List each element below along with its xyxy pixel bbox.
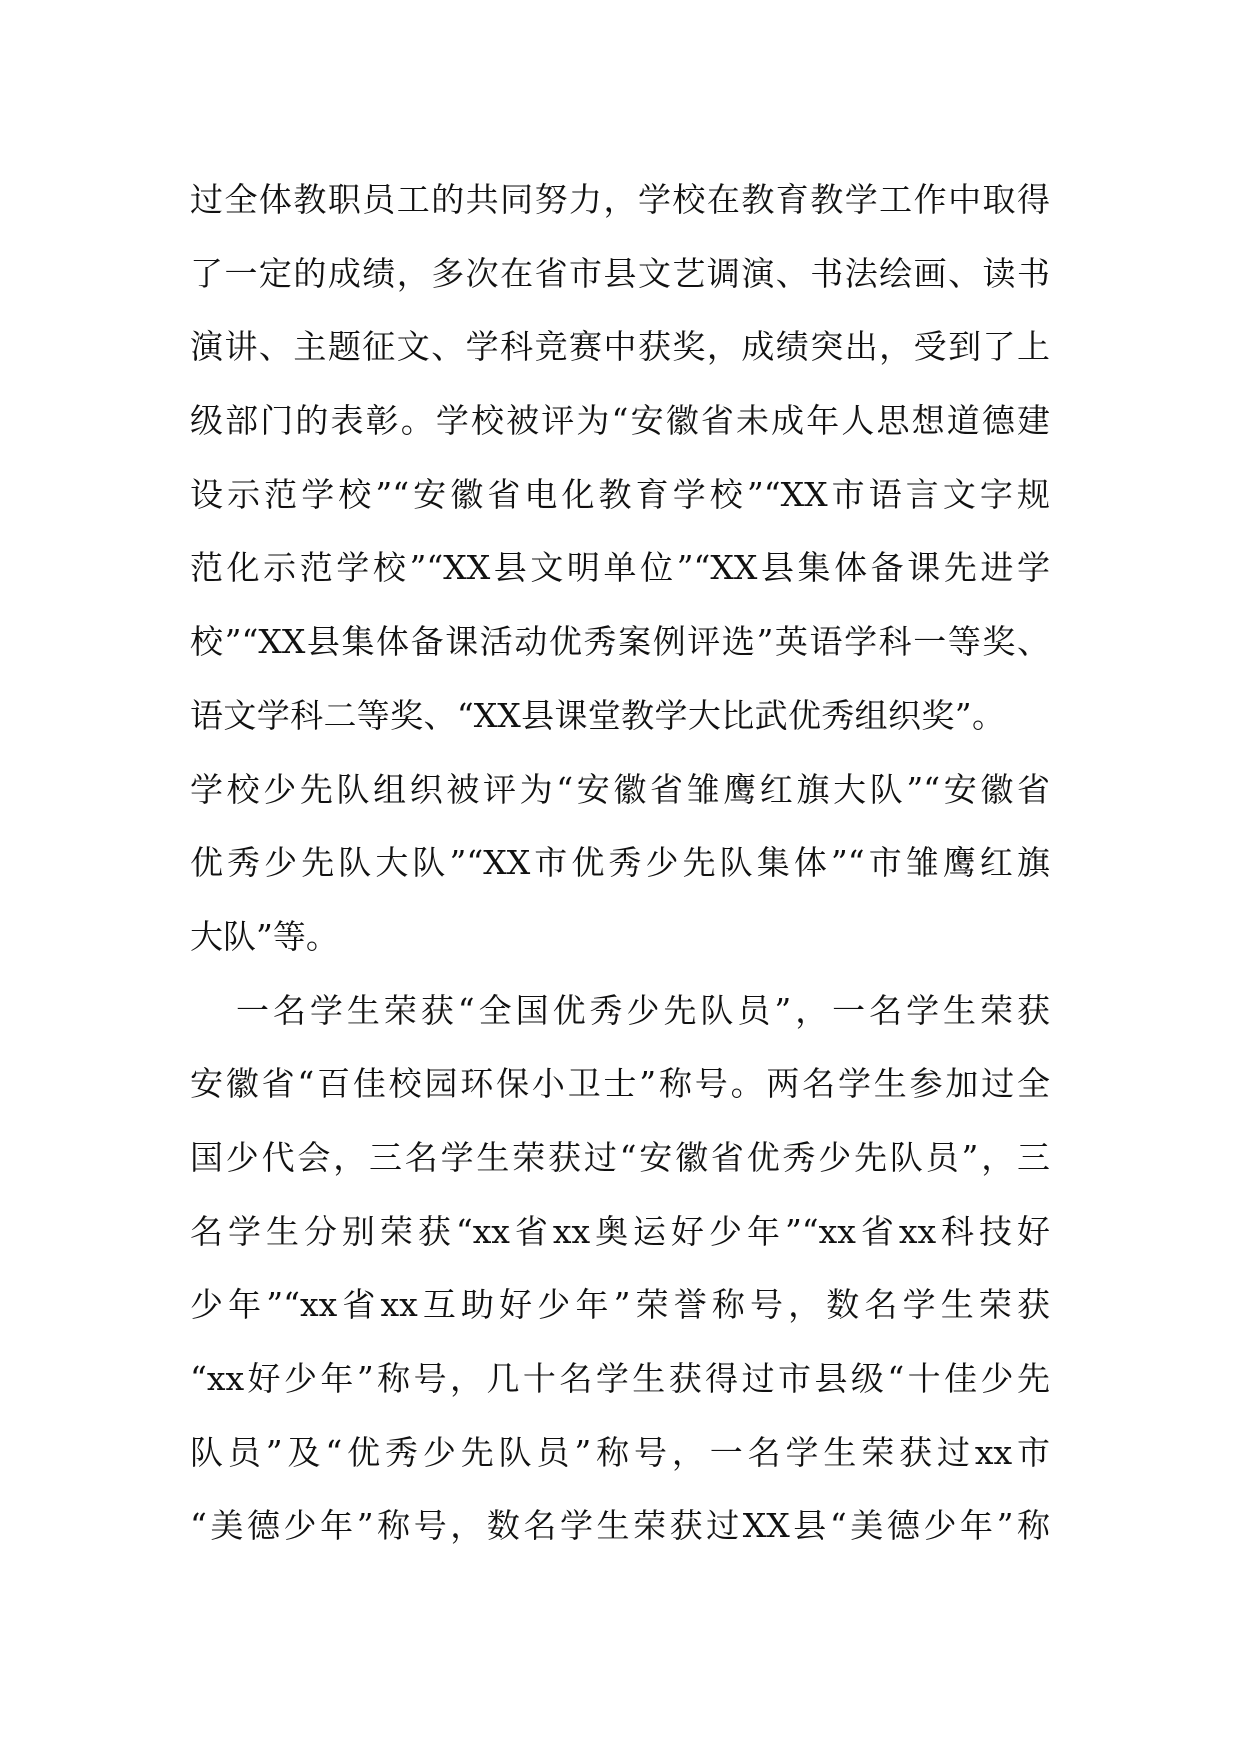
paragraph-line: 名学生分别荣获“xx省xx奥运好少年”“xx省xx科技好: [190, 1211, 1050, 1251]
paragraph-line: 了一定的成绩，多次在省市县文艺调演、书法绘画、读书: [190, 253, 1050, 293]
paragraph-line: 学校少先队组织被评为“安徽省雏鹰红旗大队”“安徽省: [190, 769, 1050, 809]
paragraph-line: 国少代会，三名学生荣获过“安徽省优秀少先队员”，三: [190, 1137, 1050, 1177]
paragraph-line: “美德少年”称号，数名学生荣获过XX县“美德少年”称: [190, 1506, 1050, 1546]
paragraph-line: 大队”等。: [190, 916, 339, 956]
paragraph-line: 过全体教职员工的共同努力，学校在教育教学工作中取得: [190, 180, 1050, 219]
paragraph-line: “xx好少年”称号，几十名学生获得过市县级“十佳少先: [190, 1359, 1050, 1398]
paragraph-line: 演讲、主题征文、学科竞赛中获奖，成绩突出，受到了上: [190, 327, 1050, 367]
paragraph-2: [190, 974, 1050, 1564]
paragraph-line: 设示范学校”“安徽省电化教育学校”“XX市语言文字规: [190, 474, 1050, 514]
paragraph-line: 优秀少先队大队”“XX市优秀少先队集体”“市雏鹰红旗: [190, 843, 1050, 883]
paragraph-line: 一名学生荣获“全国优秀少先队员”，一名学生荣获: [236, 990, 1050, 1030]
paragraph-line: 语文学科二等奖、“XX县课堂教学大比武优秀组织奖”。: [190, 695, 1005, 735]
paragraph-line: 安徽省“百佳校园环保小卫士”称号。两名学生参加过全: [190, 1064, 1050, 1104]
paragraph-line: 级部门的表彰。学校被评为“安徽省未成年人思想道德建: [190, 401, 1050, 441]
document-body: [190, 163, 1050, 1563]
paragraph-line: 校”“XX县集体备课活动优秀案例评选”英语学科一等奖、: [190, 622, 1050, 662]
paragraph-1: [190, 163, 1050, 974]
paragraph-line: 队员”及“优秀少先队员”称号，一名学生荣获过xx市: [190, 1432, 1050, 1472]
paragraph-line: 范化示范学校”“XX县文明单位”“XX县集体备课先进学: [190, 548, 1050, 588]
paragraph-line: 少年”“xx省xx互助好少年”荣誉称号，数名学生荣获: [190, 1285, 1050, 1325]
